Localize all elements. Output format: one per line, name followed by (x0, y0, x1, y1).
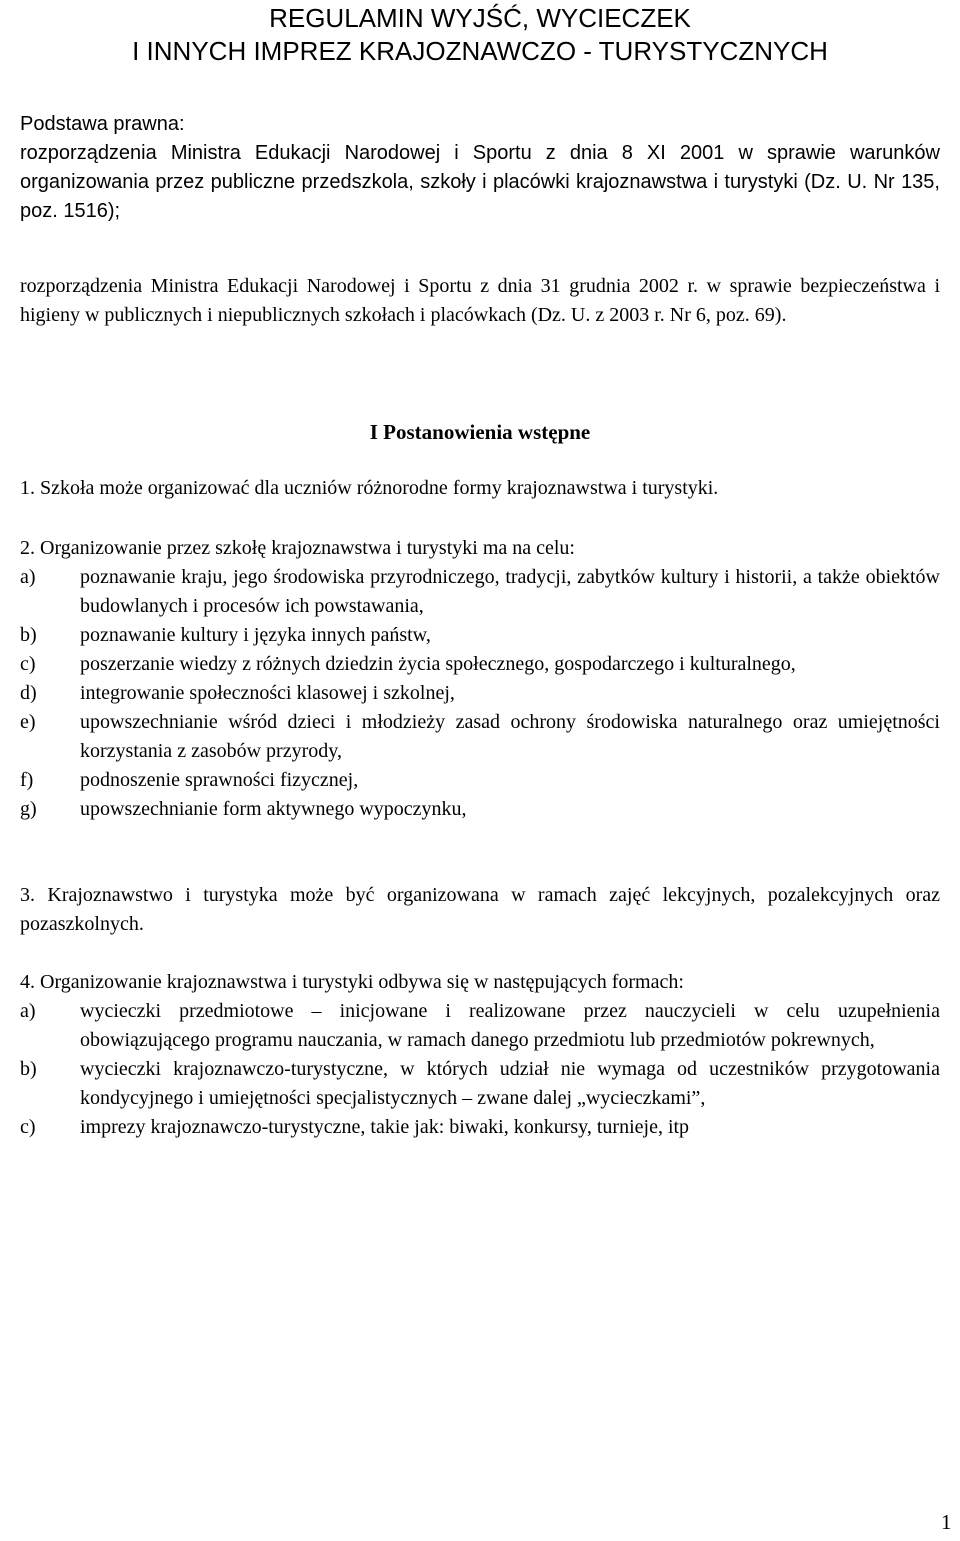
item-marker: b) (20, 624, 37, 646)
point-2 (20, 534, 940, 824)
item-text: upowszechnianie form aktywnego wypoczynku, (80, 798, 467, 820)
title-line-2: I INNYCH IMPREZ KRAJOZNAWCZO - TURYSTYCZNYCH (132, 36, 828, 66)
item-marker: b) (20, 1058, 37, 1080)
legal-basis-label: Podstawa prawna: (20, 113, 185, 135)
item-text: imprezy krajoznawczo-turystyczne, takie jak: biwaki, konkursy, turnieje, itp (80, 1116, 690, 1138)
point-2-item-f (20, 766, 940, 795)
point-2-item-g (20, 795, 940, 824)
item-text: integrowanie społeczności klasowej i szkolnej, (80, 682, 455, 704)
point-4-item-b (20, 1055, 940, 1113)
item-text: wycieczki przedmiotowe – inicjowane i realizowane przez nauczycieli w celu uzupełnienia obowiązującego programu nauczania, w ramach danego przedmiotu lub przedmiotów pokrewnych, (80, 1000, 940, 1051)
point-4-item-c (20, 1113, 940, 1142)
item-marker: a) (20, 566, 36, 588)
point-3: 3. Krajoznawstwo i turystyka może być organizowana w ramach zajęć lekcyjnych, pozalekcyjnych oraz pozaszkolnych. (20, 884, 940, 935)
title-line-1: REGULAMIN WYJŚĆ, WYCIECZEK (269, 3, 691, 33)
section-heading: I Postanowienia wstępne (369, 420, 591, 444)
item-text: upowszechnianie wśród dzieci i młodzieży zasad ochrony środowiska naturalnego oraz umiejętności korzystania z zasobów przyrody, (80, 711, 940, 762)
page-number: 1 (941, 1510, 952, 1534)
point-2-item-c (20, 650, 940, 679)
item-text: poznawanie kraju, jego środowiska przyrodniczego, tradycji, zabytków kultury i historii, a także obiektów budowlanych i procesów ich powstawania, (80, 566, 940, 617)
point-1: 1. Szkoła może organizować dla uczniów różnorodne formy krajoznawstwa i turystyki. (20, 477, 719, 499)
document-title (0, 2, 960, 68)
point-2-intro: 2. Organizowanie przez szkołę krajoznawstwa i turystyki ma na celu: (20, 537, 575, 559)
point-2-item-d (20, 679, 940, 708)
item-text: poszerzanie wiedzy z różnych dziedzin życia społecznego, gospodarczego i kulturalnego, (80, 653, 796, 675)
point-2-item-b (20, 621, 940, 650)
item-marker: d) (20, 682, 37, 704)
point-4-intro: 4. Organizowanie krajoznawstwa i turystyki odbywa się w następujących formach: (20, 971, 684, 993)
point-2-item-a (20, 563, 940, 621)
item-marker: a) (20, 1000, 36, 1022)
item-text: wycieczki krajoznawczo-turystyczne, w których udział nie wymaga od uczestników przygotowania kondycyjnego i umiejętności specjalistycznych – zwane dalej „wycieczkami”, (80, 1058, 940, 1109)
item-marker: f) (20, 769, 34, 791)
legal-basis-ref-1: rozporządzenia Ministra Edukacji Narodowej i Sportu z dnia 8 XI 2001 w sprawie warunków organizowania przez publiczne przedszkola, szkoły i placówki krajoznawstwa i turystyki (Dz. U. Nr 135, poz. 1516); (20, 142, 940, 222)
point-4 (20, 968, 940, 1142)
item-text: poznawanie kultury i języka innych państw, (80, 624, 431, 646)
legal-basis-ref-2: rozporządzenia Ministra Edukacji Narodowej i Sportu z dnia 31 grudnia 2002 r. w sprawie bezpieczeństwa i higieny w publicznych i niepublicznych szkołach i placówkach (Dz. U. z 2003 r. Nr 6, poz. 69). (20, 275, 940, 326)
point-4-item-a (20, 997, 940, 1055)
item-marker: c) (20, 1116, 36, 1138)
item-marker: e) (20, 711, 36, 733)
item-marker: g) (20, 798, 37, 820)
item-marker: c) (20, 653, 36, 675)
item-text: podnoszenie sprawności fizycznej, (80, 769, 359, 791)
point-2-item-e (20, 708, 940, 766)
